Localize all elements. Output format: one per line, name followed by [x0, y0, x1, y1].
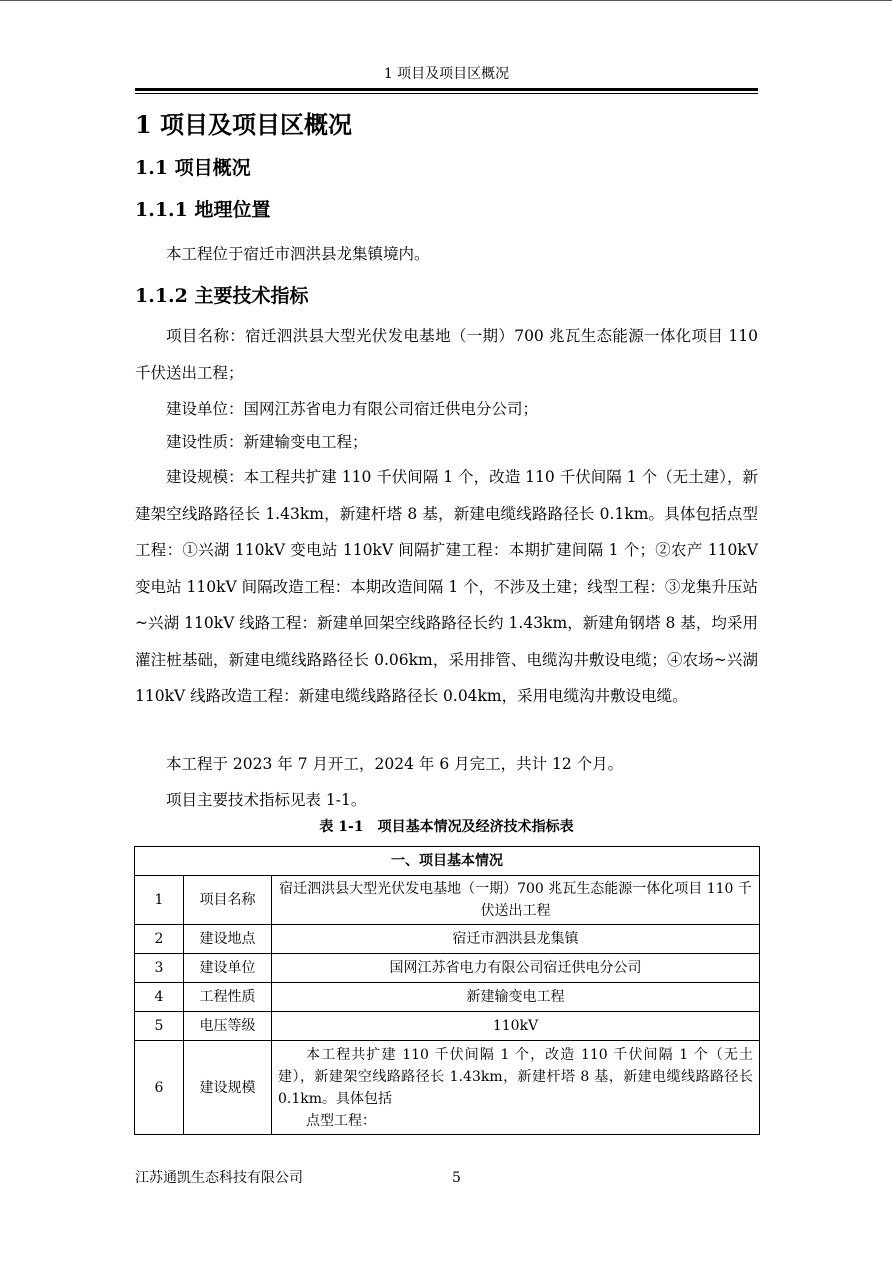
paragraph-table-reference: 项目主要技术指标见表 1-1。	[166, 791, 367, 809]
page-number: 5	[452, 1170, 461, 1186]
header-rule-thin	[135, 93, 758, 94]
table-cell-no: 1	[135, 876, 184, 925]
table-cell-no: 5	[135, 1012, 184, 1041]
table-cell-no: 4	[135, 983, 184, 1012]
page-top-border	[0, 0, 892, 1]
table-cell-label: 建设单位	[184, 954, 272, 983]
project-info-table	[134, 846, 760, 1135]
table-cell-label: 建设地点	[184, 925, 272, 954]
subsection-heading-indicators: 1.1.2 主要技术指标	[135, 285, 309, 307]
table-row	[135, 925, 760, 954]
paragraph-builder: 建设单位：国网江苏省电力有限公司宿迁供电分公司；	[166, 400, 539, 418]
table-cell-value-text: 本工程共扩建 110 千伏间隔 1 个，改造 110 千伏间隔 1 个（无土建），新建架空线路路径长 1.43km，新建杆塔 8 基，新建电缆线路路径长 0.1km。具体包括	[278, 1046, 754, 1107]
table-row	[135, 1041, 760, 1135]
table-caption: 表 1-1 项目基本情况及经济技术指标表	[319, 819, 574, 835]
table-row	[135, 876, 760, 925]
paragraph-project-name: 项目名称：宿迁泗洪县大型光伏发电基地（一期）700 兆瓦生态能源一体化项目 110 千伏送出工程；	[135, 327, 758, 382]
table-cell-value: 新建输变电工程	[272, 983, 760, 1012]
chapter-heading: 1 项目及项目区概况	[135, 110, 353, 139]
table-cell-value-continuation: 点型工程：	[306, 1112, 376, 1129]
paragraph-nature: 建设性质：新建输变电工程；	[166, 433, 368, 451]
table-cell-no: 6	[135, 1041, 184, 1135]
table-cell-no: 3	[135, 954, 184, 983]
section-heading: 1.1 项目概况	[135, 157, 251, 179]
table-cell-value	[272, 1041, 760, 1135]
table-cell-label: 工程性质	[184, 983, 272, 1012]
table-row	[135, 983, 760, 1012]
table-cell-label: 建设规模	[184, 1041, 272, 1135]
subsection-heading-location: 1.1.1 地理位置	[135, 199, 271, 221]
table-cell-value: 国网江苏省电力有限公司宿迁供电分公司	[272, 954, 760, 983]
table-cell-value: 宿迁市泗洪县龙集镇	[272, 925, 760, 954]
paragraph-location: 本工程位于宿迁市泗洪县龙集镇境内。	[166, 245, 430, 263]
table-section-title: 一、项目基本情况	[135, 847, 760, 876]
table-cell-label: 电压等级	[184, 1012, 272, 1041]
paragraph-schedule: 本工程于 2023 年 7 月开工，2024 年 6 月完工，共计 12 个月。	[166, 755, 624, 773]
table-cell-value: 110kV	[272, 1012, 760, 1041]
running-header: 1 项目及项目区概况	[383, 66, 510, 82]
table-cell-label: 项目名称	[184, 876, 272, 925]
table-row	[135, 954, 760, 983]
footer-company: 江苏通凯生态科技有限公司	[135, 1170, 303, 1186]
paragraph-scale: 建设规模：本工程共扩建 110 千伏间隔 1 个，改造 110 千伏间隔 1 个（无土建），新建架空线路路径长 1.43km，新建杆塔 8 基，新建电缆线路路径长 0.1km。具体包括点型工程：①兴湖 110kV 变电站 110kV 间隔扩建工程：本期扩建间隔 1 个；②农产 110kV 变电站 110kV 间隔改造工程：本期改造间隔 1 个，不涉及土建；线型工程：③龙集升压站~兴湖 110kV 线路工程：新建单回架空线路路径长约 1.43km，新建角钢塔 8 基，均采用灌注桩基础，新建电缆线路路径长 0.06km，采用排管、电缆沟井敷设电缆；④农场~兴湖 110kV 线路改造工程：新建电缆线路路径长 0.04km，采用电缆沟井敷设电缆。	[135, 468, 758, 705]
table-section-row	[135, 847, 760, 876]
header-rule-thick	[135, 88, 758, 91]
table-cell-no: 2	[135, 925, 184, 954]
table-row	[135, 1012, 760, 1041]
table-cell-value: 宿迁泗洪县大型光伏发电基地（一期）700 兆瓦生态能源一体化项目 110 千伏送出工程	[272, 876, 760, 925]
